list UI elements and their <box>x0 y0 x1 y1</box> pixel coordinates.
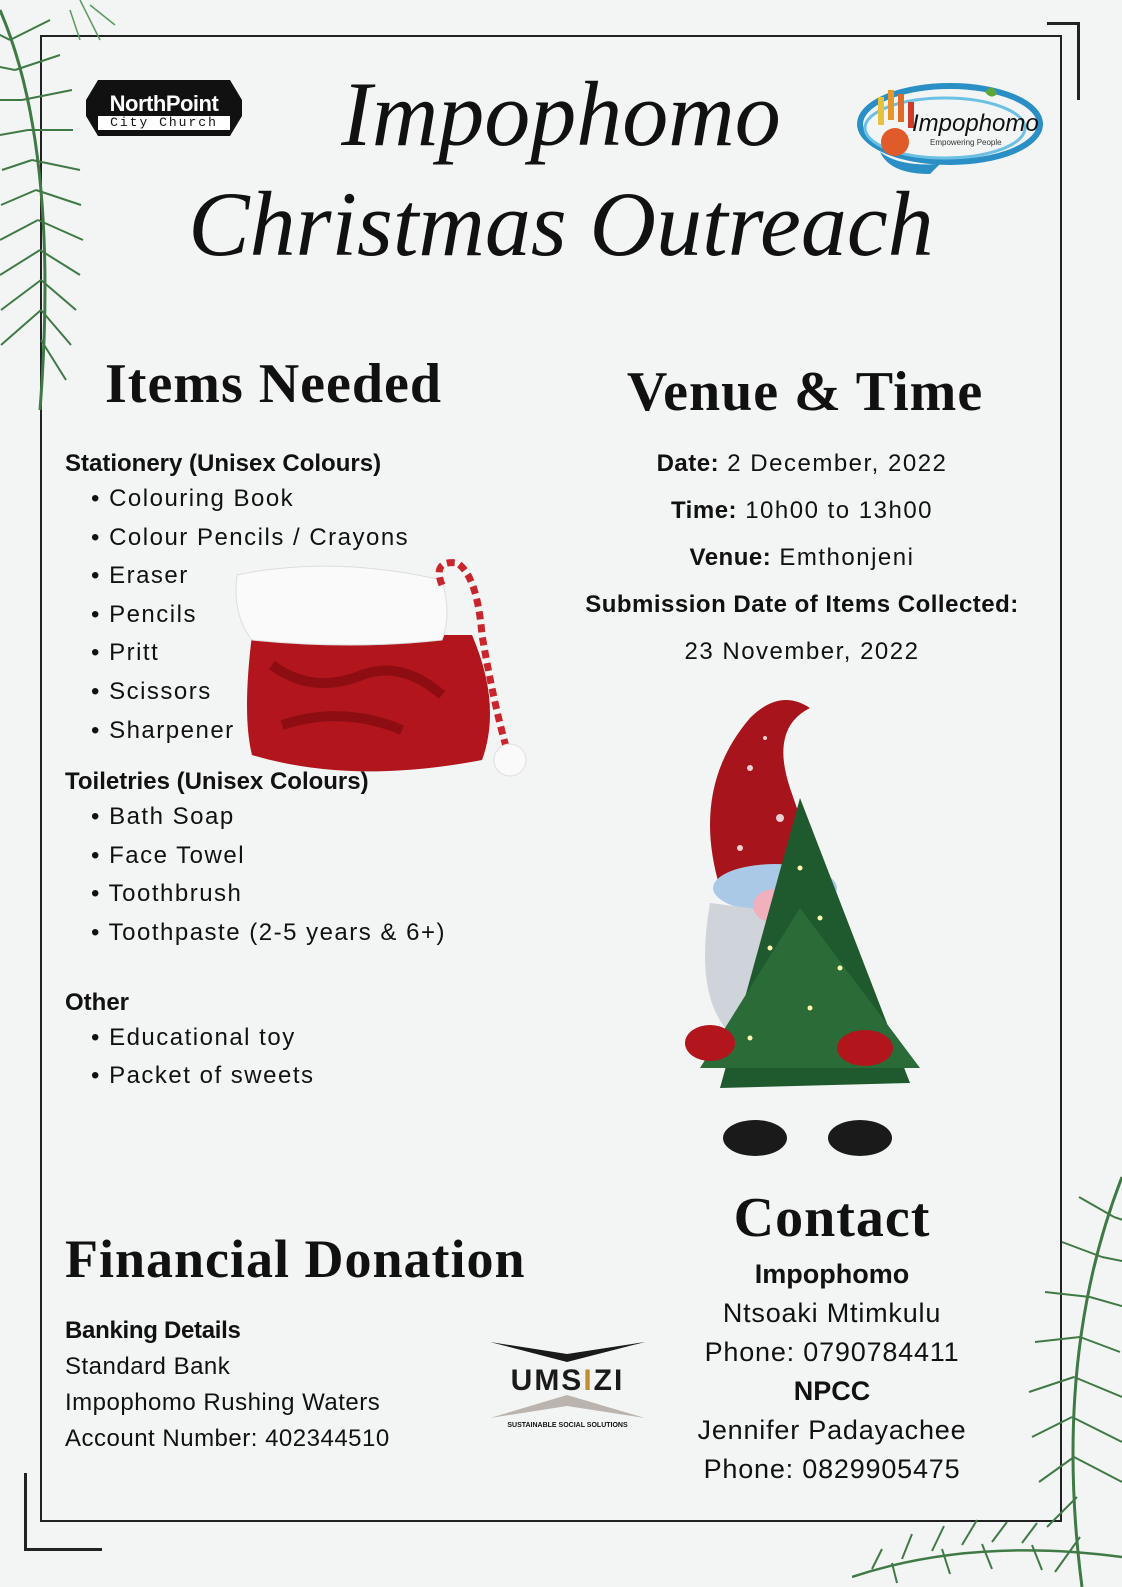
category-title: Stationery (Unisex Colours) <box>65 450 382 477</box>
date-row <box>562 440 1042 487</box>
contact-person: Jennifer Padayachee <box>697 1415 967 1445</box>
list-item: • Colour Pencils / Crayons <box>91 519 446 558</box>
venue-heading: Venue & Time <box>626 361 984 423</box>
list-item: • Packet of sweets <box>91 1057 446 1096</box>
northpoint-logo-subtitle: City Church <box>110 115 218 130</box>
northpoint-logo-name: NorthPoint <box>109 91 219 116</box>
account-name: Impophomo Rushing Waters <box>65 1389 381 1416</box>
contact-org: Impophomo <box>754 1259 910 1289</box>
venue-row <box>562 534 1042 581</box>
contact-person: Ntsoaki Mtimkulu <box>722 1298 942 1328</box>
umsizi-text: I <box>583 1364 594 1397</box>
contact-phone[interactable]: Phone: 0790784411 <box>704 1337 960 1367</box>
impophomo-logo-tagline: Empowering People <box>930 138 1002 147</box>
account-number: Account Number: 402344510 <box>65 1425 390 1452</box>
list-item: • Educational toy <box>91 1019 446 1058</box>
submission-date: 23 November, 2022 <box>684 638 920 665</box>
santa-sack-illustration <box>232 555 537 785</box>
financial-donation-heading: Financial Donation <box>65 1229 526 1289</box>
page-title: Impophomo <box>341 63 781 165</box>
venue-label: Venue: <box>689 544 772 571</box>
contact-details <box>682 1255 982 1489</box>
umsizi-logo <box>485 1340 650 1435</box>
category-title: Toiletries (Unisex Colours) <box>65 768 369 796</box>
date-label: Date: <box>656 450 720 477</box>
bank-name: Standard Bank <box>65 1353 231 1380</box>
impophomo-logo-name: Impophomo <box>912 110 1039 137</box>
list-item: • Face Towel <box>91 837 446 876</box>
time-value: 10h00 to 13h00 <box>745 497 934 524</box>
contact-heading: Contact <box>733 1187 931 1249</box>
date-value: 2 December, 2022 <box>727 450 948 477</box>
contact-phone[interactable]: Phone: 0829905475 <box>703 1454 961 1484</box>
category-title: Other <box>65 988 130 1016</box>
list-item: • Pritt <box>91 634 446 673</box>
banking-details <box>65 1313 390 1457</box>
venue-value: Emthonjeni <box>779 544 915 571</box>
list-item: • Toothbrush <box>91 875 446 914</box>
gnome-christmas-tree-illustration <box>650 688 940 1163</box>
list-item: • Bath Soap <box>91 798 446 837</box>
submission-label: Submission Date of Items Collected: <box>585 591 1019 618</box>
venue-details <box>562 440 1042 675</box>
contact-org: NPCC <box>793 1376 871 1406</box>
list-item: • Sharpener <box>91 712 446 751</box>
items-needed-heading: Items Needed <box>105 353 443 415</box>
list-item: • Colouring Book <box>91 480 446 519</box>
umsizi-text: UMS <box>510 1364 584 1397</box>
banking-details-label: Banking Details <box>65 1317 241 1344</box>
corner-bracket <box>24 1473 102 1551</box>
page-subtitle: Christmas Outreach <box>188 173 934 275</box>
umsizi-logo-name <box>485 1364 650 1398</box>
list-item: • Scissors <box>91 673 446 712</box>
umsizi-text: ZI <box>593 1364 625 1397</box>
list-item: • Eraser <box>91 557 446 596</box>
time-row <box>562 487 1042 534</box>
list-item: • Pencils <box>91 596 446 635</box>
umsizi-logo-tagline: SUSTAINABLE SOCIAL SOLUTIONS <box>507 1422 628 1429</box>
list-item: • Toothpaste (2-5 years & 6+) <box>91 914 446 953</box>
time-label: Time: <box>670 497 738 524</box>
